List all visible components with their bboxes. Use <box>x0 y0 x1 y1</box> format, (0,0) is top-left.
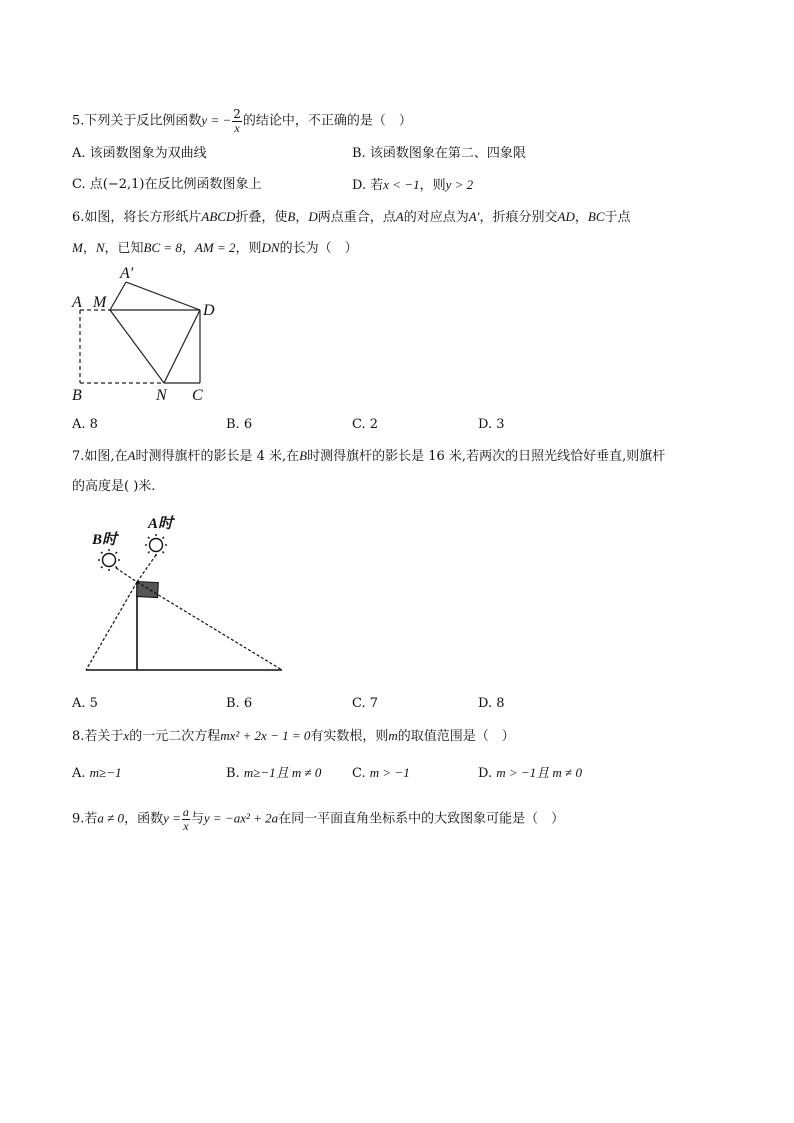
q7-option-c[interactable]: C. 7 <box>352 696 379 711</box>
q8-stem: 8.若关于x的一元二次方程mx² + 2x − 1 = 0有实数根，则m的取值范围是（ ） <box>72 728 515 744</box>
q6-edge-a-prime-d <box>126 282 200 310</box>
q6-label-d: D <box>203 302 215 319</box>
q7-ray-a <box>86 582 137 670</box>
q7-flag <box>137 581 159 597</box>
q6-crease-mn <box>110 310 164 383</box>
q6-label-a: A <box>72 294 82 311</box>
q6-option-a[interactable]: A. 8 <box>72 417 98 432</box>
q6-edge-ma-prime <box>110 282 126 310</box>
q7-figure <box>78 510 293 676</box>
q7-stem-line1: 7.如图,在A时测得旗杆的影长是 4 米,在B时测得旗杆的影长是 16 米,若两次的日照光线恰好垂直,则旗杆 <box>72 448 666 464</box>
q5-fraction: $\frac{2}{x}$ <box>233 107 241 135</box>
q6-stem-line1: 6.如图，将长方形纸片ABCD折叠，使B，D两点重合，点A的对应点为A′，折痕分别交AD，BC于点 <box>72 209 631 225</box>
q9-stem: 9.若a ≠ 0，函数y = $\frac{a}{x}$ 与y = −ax² + 2a在同一平面直角坐标系中的大致图象可能是（ ） <box>72 805 565 833</box>
q8-option-d[interactable]: D. m > −1且 m ≠ 0 <box>478 765 582 781</box>
q5-option-b[interactable]: B. 该函数图象在第二、四象限 <box>352 146 526 161</box>
q7-option-d[interactable]: D. 8 <box>478 696 505 711</box>
q5-option-c[interactable]: C. 点(−2,1)在反比例函数图象上 <box>72 177 262 192</box>
q7-ray-a-dashed <box>137 555 156 582</box>
sun-b-icon <box>98 549 120 571</box>
q7-label-b-time: B时 <box>92 532 118 548</box>
q6-label-m: M <box>93 294 107 311</box>
q6-option-d[interactable]: D. 3 <box>478 417 505 432</box>
q9-fraction: $\frac{a}{x}$ <box>182 805 189 833</box>
q6-edge-dn <box>164 310 200 383</box>
q7-option-b[interactable]: B. 6 <box>226 696 253 711</box>
q7-ray-b <box>137 582 282 670</box>
q6-option-c[interactable]: C. 2 <box>352 417 379 432</box>
q7-option-a[interactable]: A. 5 <box>72 696 98 711</box>
q8-option-b[interactable]: B. m≥−1且 m ≠ 0 <box>226 765 322 781</box>
q6-label-c: C <box>192 387 203 404</box>
q8-option-c[interactable]: C. m > −1 <box>352 765 410 781</box>
q6-label-b: B <box>72 387 82 404</box>
q6-option-b[interactable]: B. 6 <box>226 417 253 432</box>
q5-stem: 5.下列关于反比例函数y = − $\frac{2}{x}$ 的结论中，不正确的是（ ） <box>72 107 412 135</box>
q7-stem-line2: 的高度是( )米. <box>72 479 156 494</box>
q5-option-a[interactable]: A. 该函数图象为双曲线 <box>72 146 207 161</box>
q7-ray-b-dashed <box>116 568 137 582</box>
q7-label-a-time: A时 <box>148 516 174 532</box>
q6-label-a-prime: A′ <box>120 265 134 282</box>
q5-option-d[interactable]: D. 若x < −1，则y > 2 <box>352 177 474 193</box>
q6-figure <box>66 258 226 406</box>
sun-a-icon <box>145 534 167 556</box>
q6-label-n: N <box>156 387 167 404</box>
q6-stem-line2: M，N，已知BC = 8，AM = 2，则DN的长为（ ） <box>72 240 358 256</box>
q5-eq-lhs: y = − <box>201 112 232 128</box>
q8-option-a[interactable]: A. m≥−1 <box>72 765 122 781</box>
